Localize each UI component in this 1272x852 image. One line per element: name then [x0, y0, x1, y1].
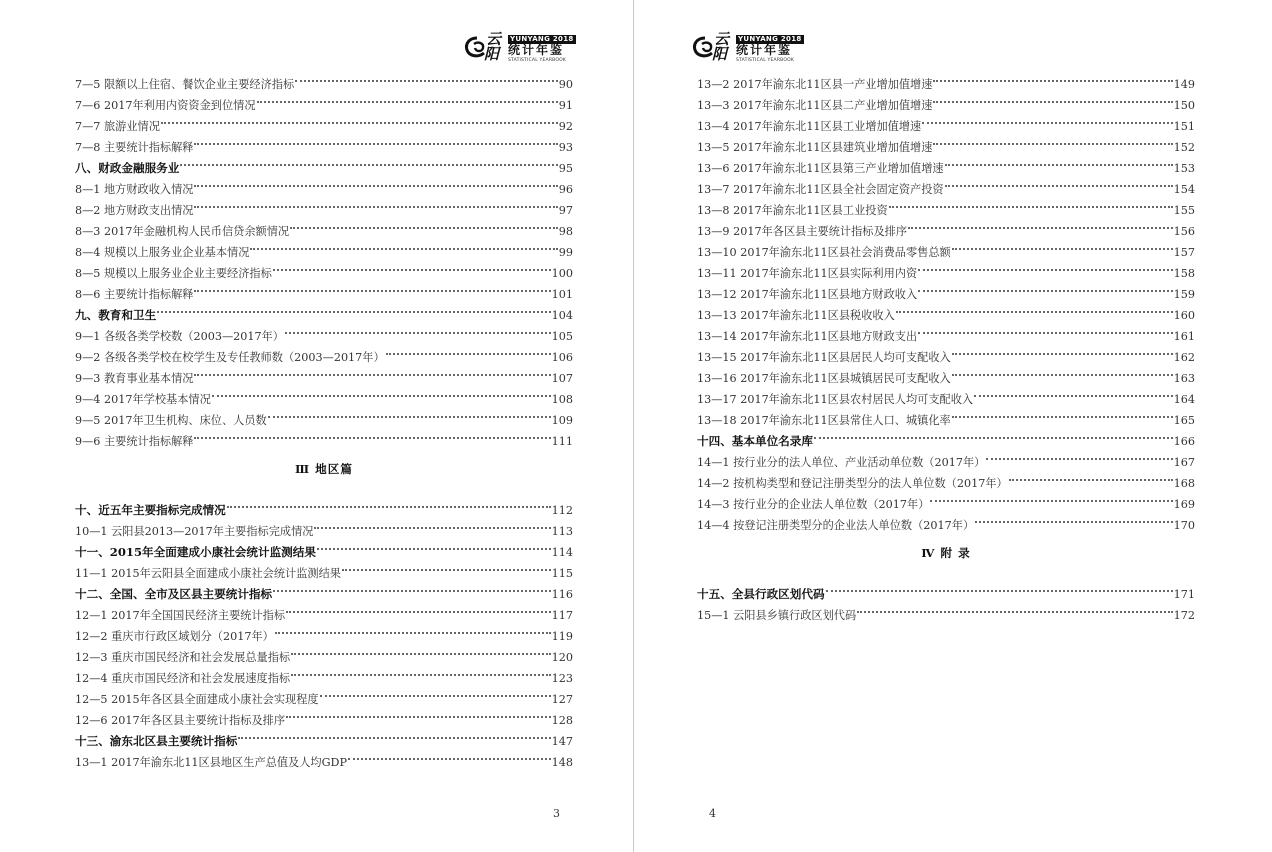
toc-entry-page: 156 — [1173, 225, 1195, 238]
logo-char-top: 云 — [486, 30, 502, 48]
toc-entry[interactable] — [75, 67, 573, 91]
dot-leader — [952, 340, 1173, 361]
toc-entry-page: 165 — [1173, 414, 1195, 427]
dot-leader — [1009, 466, 1173, 487]
dot-leader — [273, 577, 551, 598]
dot-leader — [986, 445, 1172, 466]
logo-char-bottom: 阳 — [712, 45, 728, 63]
toc-entry-page: 101 — [551, 288, 573, 301]
dot-leader — [257, 88, 558, 109]
toc-entry-page: 171 — [1173, 588, 1195, 601]
toc-entry-page: 92 — [558, 120, 573, 133]
dot-leader — [826, 577, 1173, 598]
dot-leader — [194, 193, 557, 214]
toc-entry-label: 十一、2015年全面建成小康社会统计监测结果 — [75, 545, 316, 559]
dot-leader — [386, 340, 551, 361]
dot-leader — [908, 214, 1173, 235]
toc-entry-page: 169 — [1173, 498, 1195, 511]
toc-entry-label: 15—1 云阳县乡镇行政区划代码 — [697, 609, 857, 622]
toc-entry-label: 13—13 2017年渝东北11区县税收收入 — [697, 309, 895, 322]
toc-entry-label: 9—6 主要统计指标解释 — [75, 435, 194, 448]
toc-entry-page: 161 — [1173, 330, 1195, 343]
dot-leader — [290, 214, 558, 235]
dot-leader — [933, 88, 1172, 109]
toc-entry[interactable] — [697, 67, 1195, 91]
dot-leader — [161, 109, 558, 130]
dot-leader — [275, 619, 551, 640]
dot-leader — [180, 151, 557, 172]
dot-leader — [918, 277, 1172, 298]
toc-entry-page: 150 — [1173, 99, 1195, 112]
toc-entry-page: 96 — [558, 183, 573, 196]
toc-entry-page: 116 — [551, 588, 573, 601]
toc-entry-page: 93 — [558, 141, 573, 154]
toc-entry-page: 128 — [551, 714, 573, 727]
toc-entry-page: 162 — [1173, 351, 1195, 364]
dot-leader — [157, 298, 550, 319]
dot-leader — [975, 508, 1173, 529]
toc-group-right-b — [697, 577, 1195, 622]
toc-entry-label: 九、教育和卫生 — [75, 308, 157, 322]
toc-entry-page: 105 — [551, 330, 573, 343]
toc-entry-label: 8—6 主要统计指标解释 — [75, 288, 194, 301]
dot-leader — [918, 319, 1172, 340]
dot-leader — [286, 598, 551, 619]
toc-entry-label: 13—6 2017年渝东北11区县第三产业增加值增速 — [697, 162, 944, 175]
toc-entry-label: 14—1 按行业分的法人单位、产业活动单位数（2017年） — [697, 456, 986, 469]
dot-leader — [194, 130, 557, 151]
toc-entry-label: 7—8 主要统计指标解释 — [75, 141, 194, 154]
toc-entry-page: 119 — [551, 630, 573, 643]
toc-entry-page: 151 — [1173, 120, 1195, 133]
toc-entry-label: 13—2 2017年渝东北11区县一产业增加值增速 — [697, 78, 933, 91]
toc-entry-label: 14—2 按机构类型和登记注册类型分的法人单位数（2017年） — [697, 477, 1008, 490]
section-title-appendix: Ⅳ 附 录 — [921, 546, 971, 560]
toc-entry-page: 99 — [558, 246, 573, 259]
dot-leader — [286, 703, 551, 724]
dot-leader — [268, 403, 551, 424]
toc-group-right-a — [697, 67, 1195, 532]
dot-leader — [227, 493, 551, 514]
toc-entry-label: 13—7 2017年渝东北11区县全社会固定资产投资 — [697, 183, 944, 196]
toc-entry-page: 155 — [1173, 204, 1195, 217]
toc-entry-label: 13—8 2017年渝东北11区县工业投资 — [697, 204, 888, 217]
dot-leader — [857, 598, 1172, 619]
toc-list — [697, 67, 1195, 622]
toc-entry-label: 14—3 按行业分的企业法人单位数（2017年） — [697, 498, 930, 511]
toc-entry-label: 十三、渝东北区县主要统计指标 — [75, 734, 238, 748]
toc-entry-label: 9—1 各级各类学校数（2003—2017年） — [75, 330, 284, 343]
toc-entry-label: 7—7 旅游业情况 — [75, 120, 160, 133]
dot-leader — [212, 382, 551, 403]
toc-entry-page: 123 — [551, 672, 573, 685]
toc-entry-label: 13—16 2017年渝东北11区县城镇居民可支配收入 — [697, 372, 951, 385]
toc-entry-label: 13—18 2017年渝东北11区县常住人口、城镇化率 — [697, 414, 951, 427]
dot-leader — [952, 361, 1173, 382]
toc-entry-label: 9—2 各级各类学校在校学生及专任教师数（2003—2017年） — [75, 351, 385, 364]
logo-title: 统计年鉴 — [736, 43, 793, 57]
page-number: 4 — [709, 807, 716, 820]
toc-entry-page: 158 — [1173, 267, 1195, 280]
toc-entry-page: 160 — [1173, 309, 1195, 322]
toc-entry-page: 154 — [1173, 183, 1195, 196]
toc-entry-label: 八、财政金融服务业 — [75, 161, 180, 175]
toc-entry-label: 8—5 规模以上服务业企业主要经济指标 — [75, 267, 272, 280]
dot-leader — [194, 277, 550, 298]
dot-leader — [295, 67, 558, 88]
toc-entry-page: 95 — [558, 162, 573, 175]
toc-entry-page: 172 — [1173, 609, 1195, 622]
toc-entry-page: 153 — [1173, 162, 1195, 175]
logo-subtitle: STATISTICAL YEARBOOK — [508, 58, 566, 63]
toc-entry-label: 12—4 重庆市国民经济和社会发展速度指标 — [75, 672, 291, 685]
dot-leader — [317, 535, 551, 556]
toc-entry-label: 13—1 2017年渝东北11区县地区生产总值及人均GDP — [75, 756, 348, 769]
dot-leader — [194, 361, 550, 382]
toc-list — [75, 67, 573, 769]
dot-leader — [945, 172, 1173, 193]
toc-entry-page: 90 — [558, 78, 573, 91]
toc-chapter-heading[interactable] — [697, 577, 1195, 601]
dot-leader — [814, 424, 1173, 445]
toc-entry-page: 120 — [551, 651, 573, 664]
toc-entry-label: 8—4 规模以上服务业企业基本情况 — [75, 246, 250, 259]
toc-entry-label: 12—2 重庆市行政区域划分（2017年） — [75, 630, 274, 643]
dot-leader — [889, 193, 1173, 214]
dot-leader — [933, 130, 1172, 151]
toc-entry-page: 115 — [551, 567, 573, 580]
toc-entry-label: 9—3 教育事业基本情况 — [75, 372, 194, 385]
section-title-region: Ⅲ 地区篇 — [295, 462, 353, 476]
toc-entry-label: 14—4 按登记注册类型分的企业法人单位数（2017年） — [697, 519, 975, 532]
dot-leader — [952, 235, 1173, 256]
toc-entry-page: 164 — [1173, 393, 1195, 406]
toc-entry-page: 167 — [1173, 456, 1195, 469]
toc-entry-page: 111 — [551, 435, 573, 448]
toc-entry-page: 166 — [1173, 435, 1195, 448]
toc-entry-label: 十五、全县行政区划代码 — [697, 587, 825, 601]
logo-char-bottom: 阳 — [484, 45, 500, 63]
toc-entry-label: 13—3 2017年渝东北11区县二产业增加值增速 — [697, 99, 933, 112]
toc-entry-page: 152 — [1173, 141, 1195, 154]
dot-leader — [238, 724, 550, 745]
dot-leader — [291, 661, 551, 682]
logo-subtitle: STATISTICAL YEARBOOK — [736, 58, 794, 63]
dot-leader — [922, 109, 1172, 130]
logo-brand: YUNYANG 2018 — [510, 35, 574, 43]
toc-entry-label: 9—5 2017年卫生机构、床位、人员数 — [75, 414, 267, 427]
toc-group-left-b — [75, 493, 573, 769]
dot-leader — [933, 67, 1172, 88]
toc-entry-page: 163 — [1173, 372, 1195, 385]
toc-entry-label: 10—1 云阳县2013—2017年主要指标完成情况 — [75, 525, 314, 538]
toc-entry-label: 8—1 地方财政收入情况 — [75, 183, 194, 196]
dot-leader — [930, 487, 1172, 508]
toc-entry-label: 11—1 2015年云阳县全面建成小康社会统计监测结果 — [75, 567, 341, 580]
toc-entry-page: 112 — [551, 504, 573, 517]
toc-entry-label: 13—11 2017年渝东北11区县实际利用内资 — [697, 267, 918, 280]
toc-entry-page: 100 — [551, 267, 573, 280]
toc-entry-label: 12—6 2017年各区县主要统计指标及排序 — [75, 714, 286, 727]
toc-entry-page: 98 — [558, 225, 573, 238]
toc-entry-page: 148 — [551, 756, 573, 769]
dot-leader — [348, 745, 551, 766]
toc-entry-label: 十二、全国、全市及区县主要统计指标 — [75, 587, 273, 601]
dot-leader — [291, 640, 551, 661]
dot-leader — [250, 235, 557, 256]
logo-brand: YUNYANG 2018 — [738, 35, 802, 43]
toc-entry-page: 107 — [551, 372, 573, 385]
dot-leader — [273, 256, 551, 277]
toc-entry-label: 9—4 2017年学校基本情况 — [75, 393, 211, 406]
toc-entry-label: 13—9 2017年各区县主要统计指标及排序 — [697, 225, 908, 238]
toc-entry-label: 13—17 2017年渝东北11区县农村居民人均可支配收入 — [697, 393, 974, 406]
right-page — [635, 0, 1272, 852]
toc-entry-label: 13—4 2017年渝东北11区县工业增加值增速 — [697, 120, 922, 133]
toc-entry-page: 106 — [551, 351, 573, 364]
dot-leader — [342, 556, 551, 577]
toc-entry-page: 149 — [1173, 78, 1195, 91]
toc-entry-label: 12—5 2015年各区县全面建成小康社会实现程度 — [75, 693, 319, 706]
toc-entry-page: 127 — [551, 693, 573, 706]
toc-entry-page: 168 — [1173, 477, 1195, 490]
toc-entry-label: 8—3 2017年金融机构人民币信贷余额情况 — [75, 225, 290, 238]
toc-entry-label: 13—10 2017年渝东北11区县社会消费品零售总额 — [697, 246, 951, 259]
toc-entry-label: 13—5 2017年渝东北11区县建筑业增加值增速 — [697, 141, 933, 154]
toc-entry-page: 159 — [1173, 288, 1195, 301]
dot-leader — [320, 682, 551, 703]
toc-entry-page: 147 — [551, 735, 573, 748]
toc-entry-page: 113 — [551, 525, 573, 538]
page-number: 3 — [553, 807, 560, 820]
toc-entry-label: 十四、基本单位名录库 — [697, 434, 813, 448]
toc-entry-label: 12—1 2017年全国国民经济主要统计指标 — [75, 609, 286, 622]
toc-entry-label: 13—14 2017年渝东北11区县地方财政支出 — [697, 330, 918, 343]
toc-entry-page: 108 — [551, 393, 573, 406]
toc-chapter-heading[interactable] — [75, 493, 573, 517]
logo-title: 统计年鉴 — [508, 43, 565, 57]
dot-leader — [945, 151, 1173, 172]
dot-leader — [918, 256, 1172, 277]
dot-leader — [194, 172, 557, 193]
toc-entry-label: 8—2 地方财政支出情况 — [75, 204, 194, 217]
yearbook-logo — [464, 30, 604, 66]
dot-leader — [314, 514, 550, 535]
toc-entry-page: 170 — [1173, 519, 1195, 532]
toc-entry-page: 109 — [551, 414, 573, 427]
toc-entry-page: 117 — [551, 609, 573, 622]
dot-leader — [952, 403, 1173, 424]
logo-char-top: 云 — [714, 30, 730, 48]
toc-group-left-a — [75, 67, 573, 448]
left-page — [0, 0, 634, 852]
dot-leader — [285, 319, 551, 340]
toc-entry-label: 13—12 2017年渝东北11区县地方财政收入 — [697, 288, 918, 301]
dot-leader — [896, 298, 1173, 319]
toc-entry-page: 91 — [558, 99, 573, 112]
toc-entry-label: 13—15 2017年渝东北11区县居民人均可支配收入 — [697, 351, 951, 364]
toc-entry-page: 97 — [558, 204, 573, 217]
toc-entry-page: 104 — [551, 309, 573, 322]
toc-entry-label: 12—3 重庆市国民经济和社会发展总量指标 — [75, 651, 291, 664]
dot-leader — [974, 382, 1173, 403]
toc-entry-page: 157 — [1173, 246, 1195, 259]
toc-entry-label: 7—5 限额以上住宿、餐饮企业主要经济指标 — [75, 78, 295, 91]
toc-entry-page: 114 — [551, 546, 573, 559]
toc-entry-label: 十、近五年主要指标完成情况 — [75, 503, 226, 517]
dot-leader — [194, 424, 550, 445]
yearbook-logo — [692, 30, 832, 66]
toc-entry-label: 7—6 2017年利用内资资金到位情况 — [75, 99, 256, 112]
